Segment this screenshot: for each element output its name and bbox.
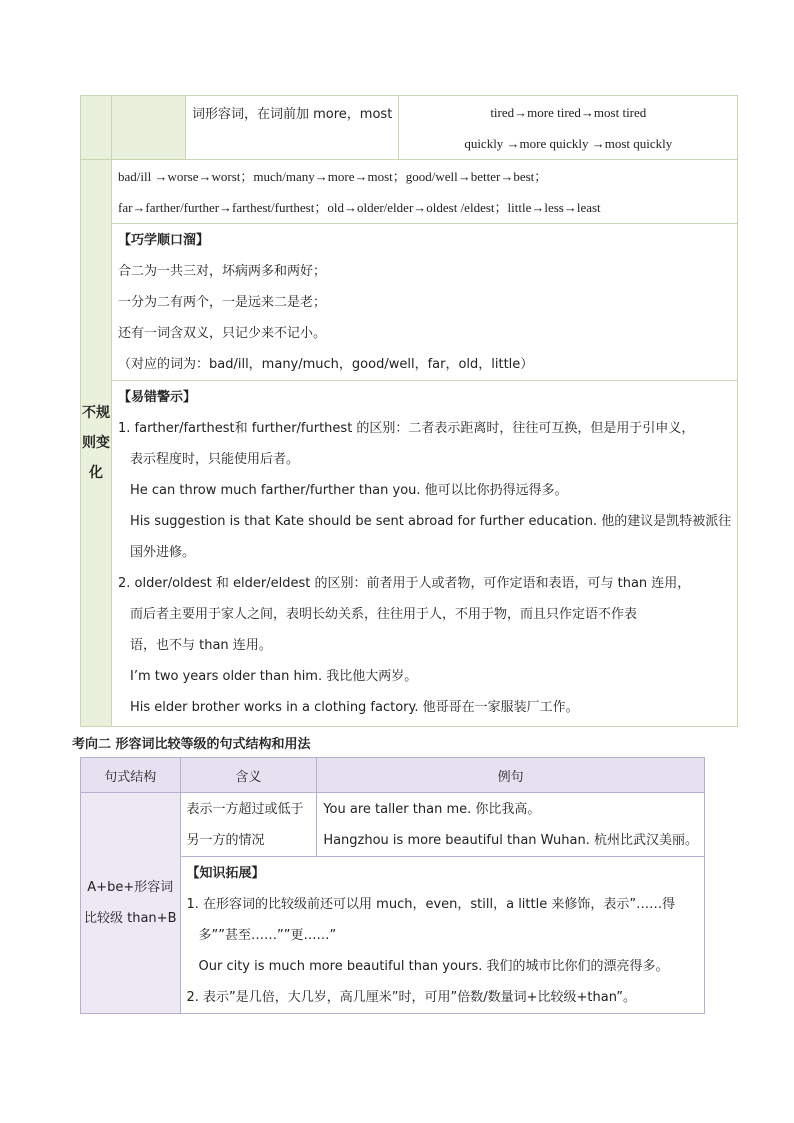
irregular-line: far→farther/further→farthest/furthest；old→older/elder→oldest /eldest；little→less→least: [118, 200, 601, 215]
meaning-line: 表示一方超过或低于: [186, 802, 304, 817]
header-example: 例句: [317, 758, 705, 793]
irregular-label: 不规则变化: [82, 405, 110, 481]
meaning-cell: [180, 793, 317, 857]
green-label-cell: [81, 96, 112, 160]
meaning-line: 另一方的情况: [186, 833, 265, 848]
header-structure: 句式结构: [81, 758, 181, 793]
rhyme-line: 还有一词含双义，只记少来不记小。: [118, 326, 327, 341]
warning-example: I’m two years older than him. 我比他大两岁。: [130, 669, 418, 684]
rule-text: 词形容词，在词前加 more，most: [192, 107, 393, 122]
irregular-line: bad/ill →worse→worst；much/many→more→most；good/well→better→best；: [118, 169, 548, 184]
warning-title: 【易错警示】: [118, 390, 197, 405]
warning-example: 国外进修。: [130, 545, 196, 560]
comparative-structure-table: [80, 757, 705, 1014]
extension-line: 1. 在形容词的比较级前还可以用 much，even，still，a little 来修饰，表示”……得: [186, 897, 676, 912]
warning-line: 表示程度时，只能使用后者。: [130, 452, 300, 467]
irregular-label-cell: [81, 160, 112, 727]
header-meaning: 含义: [180, 758, 317, 793]
irregular-forms-cell: [112, 160, 738, 224]
rhyme-line: 合二为一共三对，坏病两多和两好；: [118, 264, 327, 279]
example-line: tired→more tired→most tired: [490, 105, 647, 120]
example-line: quickly →more quickly →most quickly: [464, 136, 673, 151]
structure-cell: [81, 793, 181, 1014]
warning-example: His elder brother works in a clothing factory. 他哥哥在一家服装厂工作。: [130, 700, 579, 715]
rhyme-line: （对应的词为：bad/ill，many/much，good/well，far，old，little）: [118, 357, 534, 372]
section-title: 考向二 形容词比较等级的句式结构和用法: [72, 737, 311, 752]
irregular-forms-table: [80, 95, 738, 727]
extension-line: 多””甚至……””更……”: [198, 928, 337, 943]
rule-cell: [186, 96, 399, 160]
extension-example: Our city is much more beautiful than yours. 我们的城市比你们的漂亮得多。: [198, 959, 669, 974]
warning-example: His suggestion is that Kate should be sent abroad for further education. 他的建议是凯特被派往: [130, 514, 732, 529]
warning-example: He can throw much farther/further than you. 他可以比你扔得远得多。: [130, 483, 568, 498]
example-sentence: You are taller than me. 你比我高。: [323, 802, 541, 817]
warning-line: 而后者主要用于家人之间，表明长幼关系，往往用于人，不用于物，而且只作定语不作表: [130, 607, 638, 622]
warning-line: 1. farther/farthest和 further/furthest 的区别：二者表示距离时，往往可互换，但是用于引申义，: [118, 421, 695, 436]
rhyme-title: 【巧学顺口溜】: [118, 233, 210, 248]
example-sentence: Hangzhou is more beautiful than Wuhan. 杭州比武汉美丽。: [323, 833, 698, 848]
extension-line: 2. 表示”是几倍，大几岁，高几厘米”时，可用”倍数/数量词+比较级+than”。: [186, 990, 636, 1005]
rhyme-line: 一分为二有两个，一是远来二是老；: [118, 295, 327, 310]
warning-line: 2. older/oldest 和 elder/eldest 的区别：前者用于人或者物，可作定语和表语，可与 than 连用，: [118, 576, 691, 591]
warning-line: 语，也不与 than 连用。: [130, 638, 272, 653]
warning-cell: [112, 381, 738, 727]
rule-examples-cell: [399, 96, 738, 160]
extension-cell: [180, 857, 705, 1014]
structure-line: 比较级 than+B: [84, 911, 177, 926]
structure-line: A+be+形容词: [87, 880, 174, 895]
extension-title: 【知识拓展】: [186, 866, 265, 881]
examples-cell: [317, 793, 705, 857]
green-sub-cell: [112, 96, 186, 160]
rhyme-cell: [112, 224, 738, 381]
